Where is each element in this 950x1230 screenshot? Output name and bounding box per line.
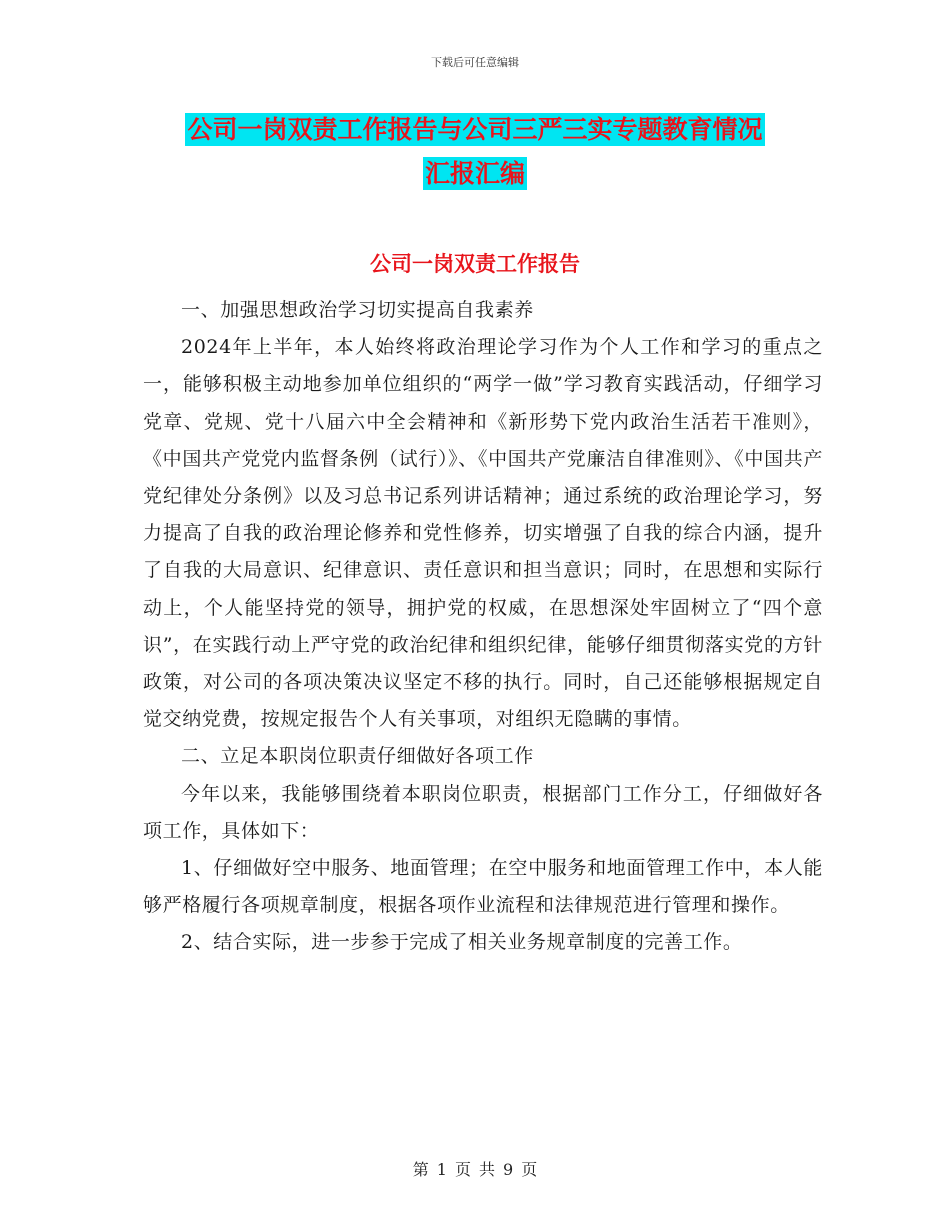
header-note: 下载后可任意编辑: [431, 56, 519, 69]
title-line2-text: 汇报汇编: [424, 159, 525, 188]
footer-page-prefix: 第: [412, 1160, 429, 1179]
document-title-line2: [0, 157, 950, 191]
paragraph: 1、仔细做好空中服务、地面管理；在空中服务和地面管理工作中，本人能够严格履行各项规章制度，根据各项作业流程和法律规范进行管理和操作。: [143, 857, 823, 917]
paragraph: 今年以来，我能够围绕着本职岗位职责，根据部门工作分工，仔细做好各项工作，具体如下：: [143, 782, 823, 842]
title-line1-text: 公司一岗双责工作报告与公司三严三实专题教育情况: [187, 115, 763, 144]
body-text: [143, 292, 823, 962]
heading-1: 一、加强思想政治学习切实提高自我素养: [181, 299, 534, 321]
paragraph: 2024年上半年，本人始终将政治理论学习作为个人工作和学习的重点之一，能够积极主动地参加单位组织的“两学一做”学习教育实践活动，仔细学习党章、党规、党十八届六中全会精神和《新形势下党内政治生活若干准则》，《中国共产党党内监督条例（试行）》、《中国共产党廉洁自律准则》、《中国共产党纪律处分条例》以及习总书记系列讲话精神；通过系统的政治理论学习，努力提高了自我的政治理论修养和党性修养，切实增强了自我的综合内涵，提升了自我的大局意识、纪律意识、责任意识和担当意识；同时，在思想和实际行动上，个人能坚持党的领导，拥护党的权威，在思想深处牢固树立了“四个意识”，在实践行动上严守党的政治纪律和组织纪律，能够仔细贯彻落实党的方针政策，对公司的各项决策决议坚定不移的执行。同时，自己还能够根据规定自觉交纳党费，按规定报告个人有关事项，对组织无隐瞒的事情。: [143, 336, 823, 731]
footer-total-prefix: 共: [479, 1160, 496, 1179]
page-footer: [0, 1157, 950, 1180]
footer-total-unit: 页: [521, 1160, 538, 1179]
page-number: 1: [436, 1160, 447, 1179]
footer-page-unit: 页: [454, 1160, 471, 1179]
heading-2: 二、立足本职岗位职责仔细做好各项工作: [181, 745, 534, 768]
total-pages: 9: [503, 1160, 514, 1179]
document-title-line1: [0, 113, 950, 147]
section-title: 公司一岗双责工作报告: [370, 252, 580, 276]
paragraph: 2、结合实际，进一步参于完成了相关业务规章制度的完善工作。: [181, 931, 743, 954]
